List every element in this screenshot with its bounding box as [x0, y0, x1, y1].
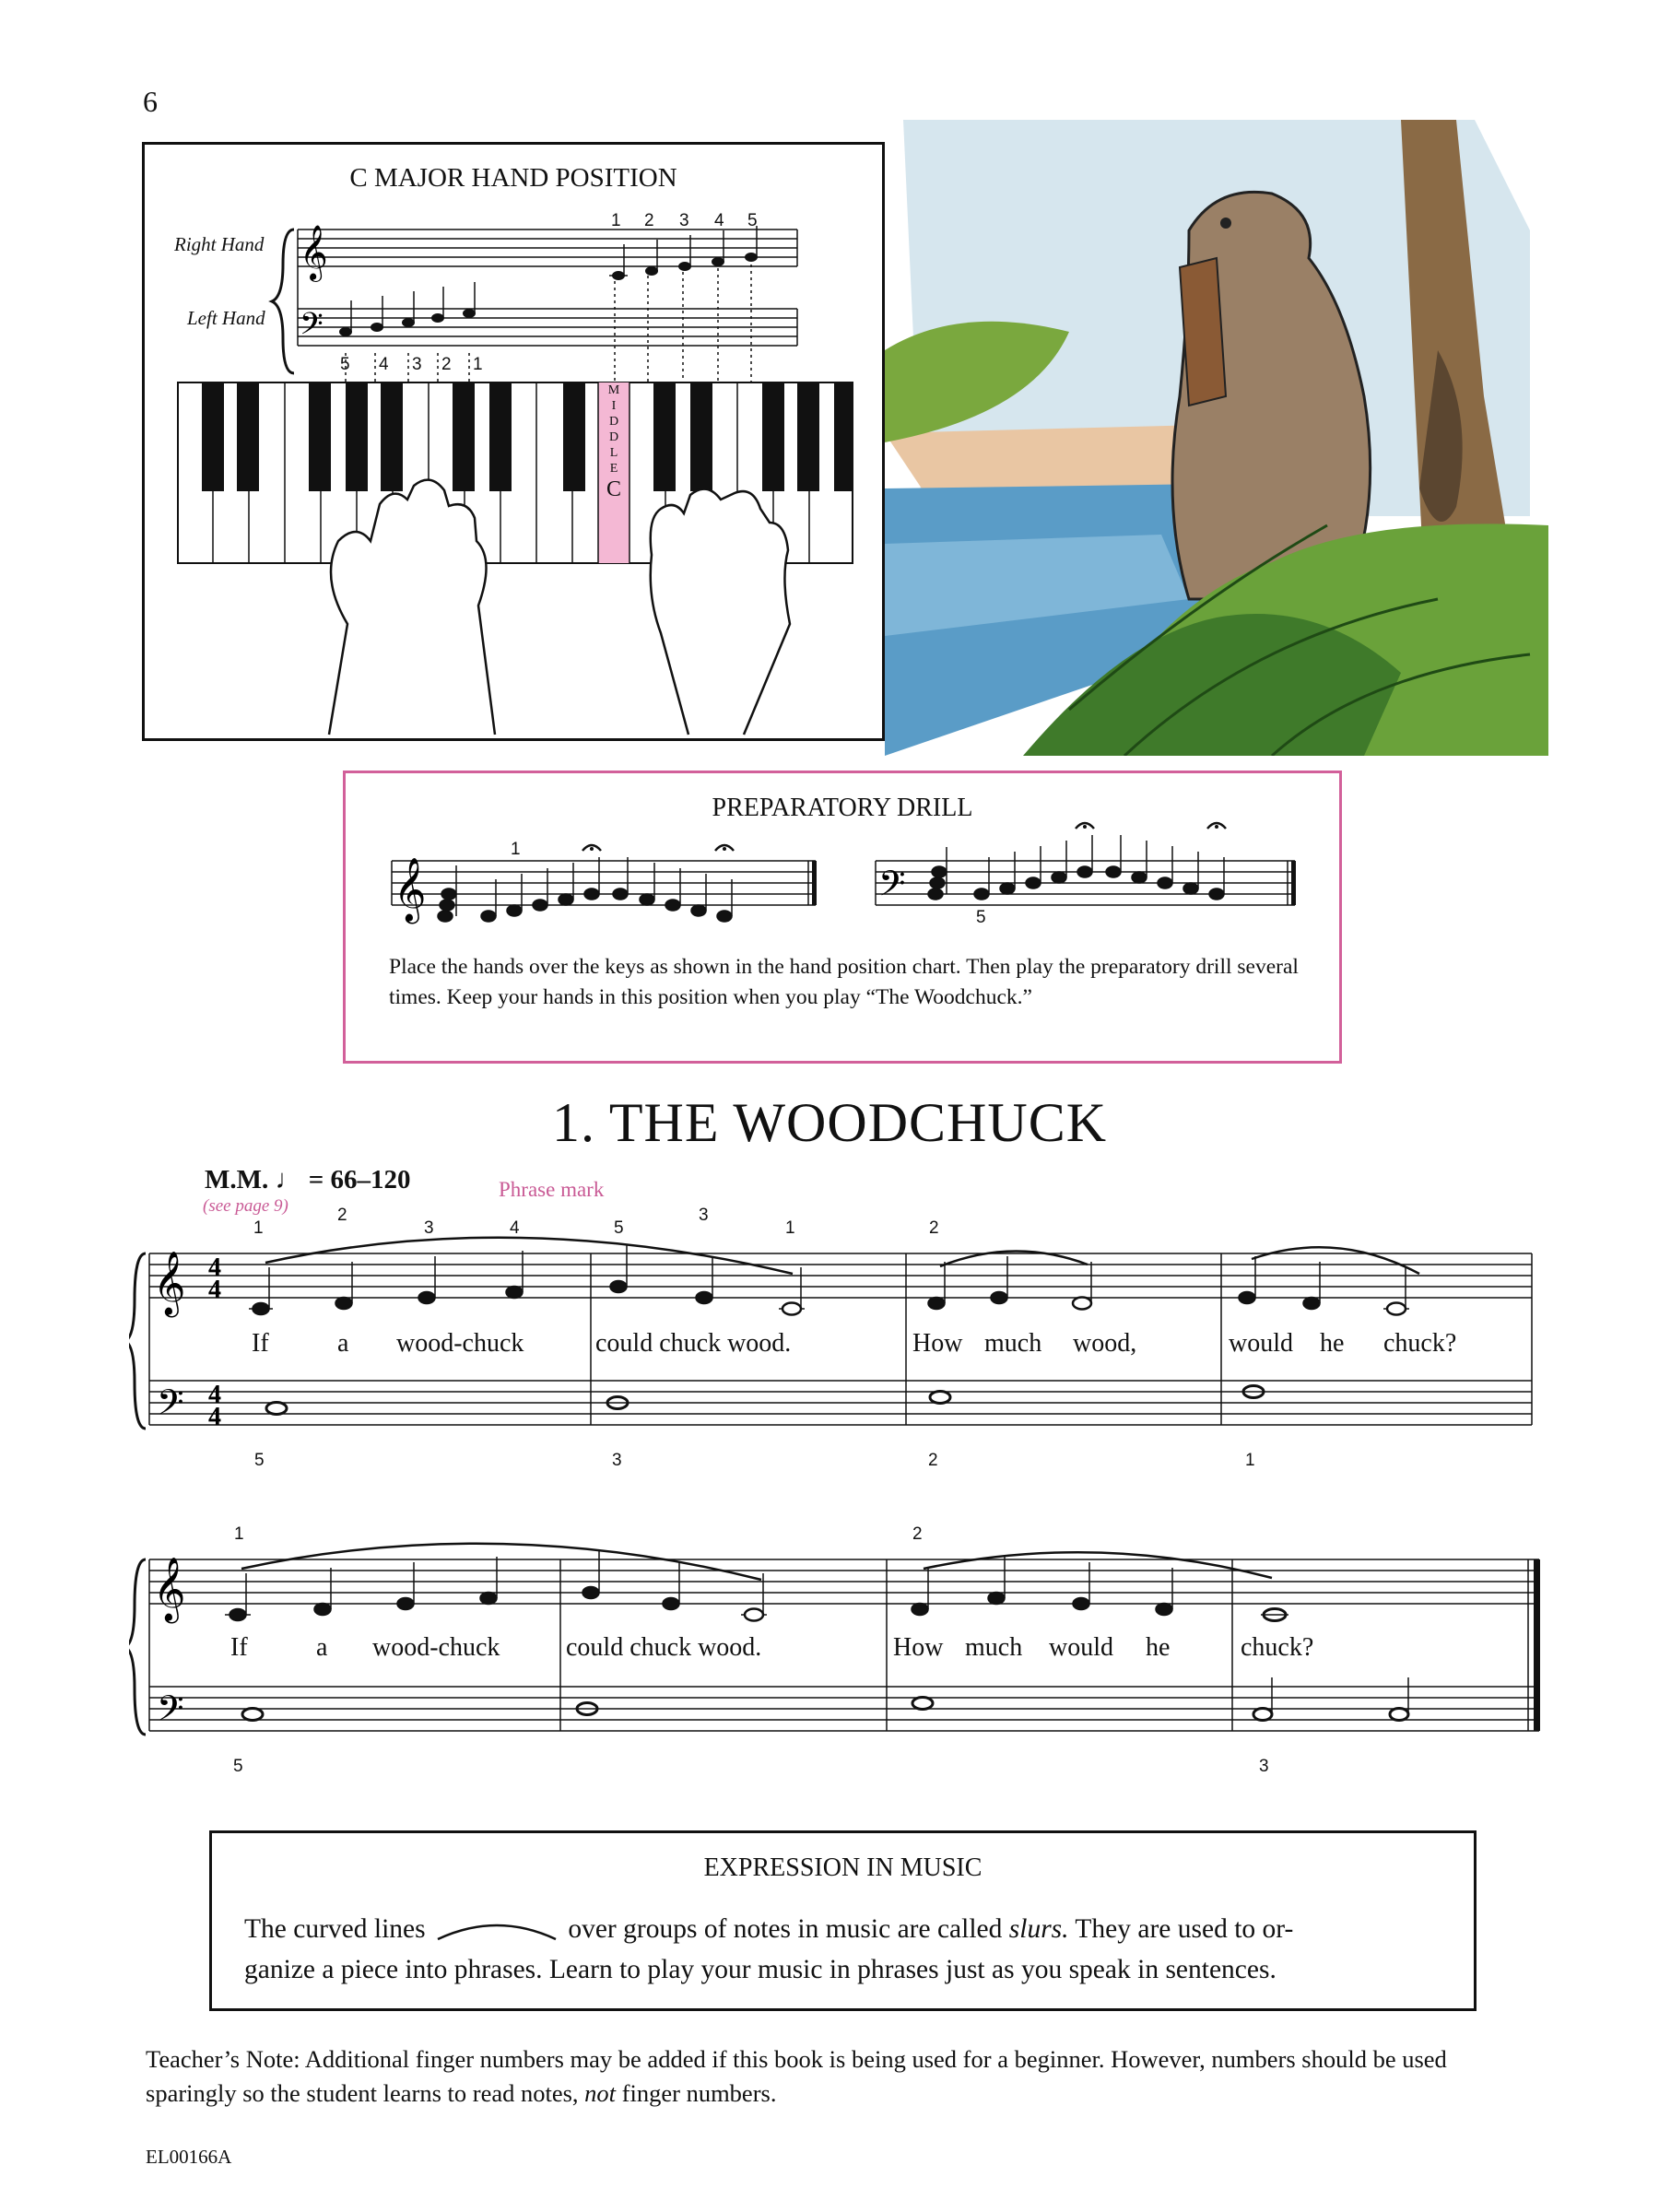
time-signature-bottom: 4	[208, 1403, 221, 1431]
right-hand-label: Right Hand	[174, 233, 265, 255]
lyric: would	[1049, 1633, 1113, 1662]
drill-title: PREPARATORY DRILL	[712, 794, 973, 822]
middle-c-letter: D	[608, 430, 619, 444]
bass-clef-icon: 𝄢	[878, 863, 906, 912]
s2-rh-finger: 1	[234, 1524, 244, 1544]
time-signature-top: 4	[208, 1253, 221, 1282]
slurs-word: slurs.	[1008, 1914, 1069, 1944]
bass-clef-icon: 𝄢	[157, 1382, 184, 1431]
s2-lh-finger: 5	[233, 1757, 243, 1776]
woodchuck-illustration	[885, 120, 1548, 756]
lyric: he	[1320, 1329, 1345, 1358]
rh-finger-4: 4	[714, 211, 724, 230]
s1-lh-finger: 3	[612, 1451, 622, 1470]
s1-rh-finger: 5	[614, 1218, 624, 1238]
middle-c-letter: E	[609, 462, 618, 476]
hand-position-diagram	[145, 145, 882, 738]
hand-position-title: C MAJOR HAND POSITION	[349, 163, 677, 193]
s1-rh-finger: 1	[785, 1218, 795, 1238]
s1-rh-finger: 2	[929, 1218, 939, 1238]
phrase-mark-label: Phrase mark	[499, 1178, 605, 1201]
expression-text-part: They are used to or-	[1075, 1914, 1294, 1944]
drill-music-notation	[346, 773, 1339, 948]
s1-lh-finger: 2	[928, 1451, 938, 1470]
lyric: chuck?	[1241, 1633, 1314, 1662]
middle-c-letter: I	[611, 399, 617, 413]
lyric: How	[912, 1329, 963, 1358]
lyric: could chuck wood.	[595, 1329, 792, 1358]
middle-c-letter: D	[608, 415, 619, 429]
middle-c-label	[602, 382, 626, 502]
rh-finger-2: 2	[644, 211, 654, 230]
piece-title: 1. THE WOODCHUCK	[551, 1092, 1108, 1153]
expression-title: EXPRESSION IN MUSIC	[703, 1853, 982, 1882]
teacher-note-text: Teacher’s Note: Additional finger numbers may be added if this book is being used for a beginner. However, numbers should be used sparingly so the student learns to read notes,	[146, 2045, 1447, 2107]
see-page-note: (see page 9)	[203, 1196, 288, 1216]
tempo-marking: M.M. ♩ = 66–120	[205, 1165, 411, 1194]
lyric: much	[965, 1633, 1023, 1662]
slur-icon	[432, 1917, 561, 1945]
lyric: wood-chuck	[372, 1633, 500, 1662]
expression-text-part: The curved lines	[244, 1914, 426, 1944]
rh-finger-1: 1	[611, 211, 621, 230]
treble-clef-icon: 𝄞	[300, 225, 328, 280]
s1-lh-finger: 5	[254, 1451, 265, 1470]
lyric: a	[337, 1329, 349, 1358]
s2-rh-finger: 2	[912, 1524, 923, 1544]
preparatory-drill-box	[343, 771, 1342, 1064]
music-system-2	[129, 1523, 1567, 1790]
s2-lh-finger: 3	[1259, 1757, 1269, 1776]
treble-clef-icon: 𝄞	[153, 1251, 186, 1315]
expression-line-2: ganize a piece into phrases. Learn to play your music in phrases just as you speak in sentences.	[244, 1955, 1277, 1984]
lyric: much	[984, 1329, 1042, 1358]
lyric: would	[1229, 1329, 1293, 1358]
s1-rh-finger: 2	[337, 1206, 347, 1225]
page-number: 6	[143, 85, 158, 118]
drill-instructions: Place the hands over the keys as shown in the hand position chart. Then play the preparatory drill several times. Keep your hands in this position when you play “The Woodchuck.”	[389, 955, 1299, 1009]
lh-finger-5: 5	[340, 355, 350, 374]
lyric: How	[893, 1633, 944, 1662]
lyric: chuck?	[1383, 1329, 1457, 1358]
lh-finger-1: 1	[473, 355, 483, 374]
hand-position-chart	[142, 142, 885, 741]
lh-finger-2: 2	[441, 355, 452, 374]
lyric: could chuck wood.	[566, 1633, 762, 1662]
bass-clef-icon: 𝄢	[300, 307, 324, 349]
lh-finger-3: 3	[412, 355, 422, 374]
treble-clef-icon: 𝄞	[394, 857, 427, 922]
teacher-note-text: finger numbers.	[621, 2079, 777, 2107]
treble-clef-icon: 𝄞	[153, 1557, 186, 1621]
s1-rh-finger: 4	[510, 1218, 520, 1238]
lyric: he	[1146, 1633, 1171, 1662]
lyric: wood,	[1073, 1329, 1137, 1358]
time-signature-bottom: 4	[208, 1276, 221, 1304]
lyric: a	[316, 1633, 328, 1662]
expression-text-part: over groups of notes in music are called	[568, 1914, 1003, 1944]
time-signature-top: 4	[208, 1381, 221, 1409]
rh-finger-3: 3	[679, 211, 689, 230]
drill-finger-treble: 1	[511, 840, 521, 859]
expression-text	[244, 1909, 1452, 1990]
teacher-note	[146, 2042, 1528, 2111]
expression-in-music-box	[209, 1830, 1477, 2011]
left-hand-label: Left Hand	[187, 307, 265, 329]
lh-finger-4: 4	[379, 355, 389, 374]
middle-c-letter: M	[607, 383, 620, 397]
middle-c-letter: L	[609, 446, 618, 460]
s1-lh-finger: 1	[1245, 1451, 1255, 1470]
teacher-note-emphasis: not	[584, 2079, 617, 2107]
middle-c-letter: C	[606, 477, 621, 501]
lyric: If	[230, 1633, 248, 1662]
lyric: wood-chuck	[396, 1329, 524, 1358]
s1-rh-finger: 1	[253, 1218, 264, 1238]
lyric: If	[252, 1329, 269, 1358]
s1-rh-finger: 3	[424, 1218, 434, 1238]
bass-clef-icon: 𝄢	[157, 1688, 184, 1737]
drill-finger-bass: 5	[976, 908, 986, 927]
s1-rh-finger: 3	[699, 1206, 709, 1225]
rh-finger-5: 5	[747, 211, 758, 230]
catalog-code: EL00166A	[146, 2146, 232, 2168]
